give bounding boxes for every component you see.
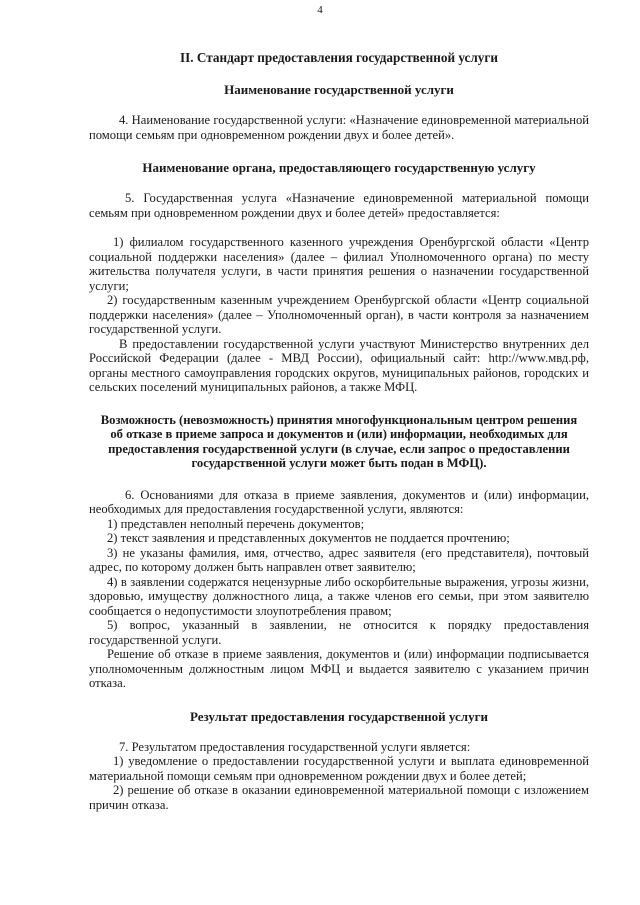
paragraph-6: 6. Основаниями для отказа в приеме заявления, документов и (или) информации, необходимых для предоставления государственной услуги, являются:	[89, 487, 589, 516]
paragraph-5-item-1: 1) филиалом государственного казенного учреждения Оренбургской области «Центр социальной поддержки населения» (далее – филиал Уполномоченного органа) по месту жительства получателя услуги, в части принятия решения о назначении государственной услуги;	[89, 235, 589, 293]
paragraph-6-item-1: 1) представлен неполный перечень документов;	[107, 516, 365, 531]
paragraph-7-item-1: 1) уведомление о предоставлении государственной услуги и выплата единовременной материальной помощи семьям при одновременном рождении двух и более детей;	[89, 754, 589, 783]
paragraph-7-item-2: 2) решение об отказе в оказании единовременной материальной помощи с изложением причин отказа.	[89, 783, 589, 812]
section-title: II. Стандарт предоставления государственной услуги	[180, 50, 498, 65]
paragraph-6-item-4: 4) в заявлении содержатся нецензурные либо оскорбительные выражения, угрозы жизни, здоровью, имуществу должностного лица, а также членов его семьи, при этом заявителю сообщается о недопустимости злоупотребления правом;	[89, 574, 589, 618]
heading-service-result: Результат предоставления государственной услуги	[190, 708, 488, 724]
paragraph-7: 7. Результатом предоставления государственной услуги является:	[119, 739, 471, 754]
paragraph-4: 4. Наименование государственной услуги: «Назначение единовременной материальной помощи семьям при одновременном рождении двух и более детей».	[89, 113, 589, 142]
heading-service-name: Наименование государственной услуги	[224, 82, 454, 97]
document-body	[89, 50, 589, 812]
paragraph-6-item-3: 3) не указаны фамилия, имя, отчество, адрес заявителя (его представителя), почтовый адрес, по которому должен быть направлен ответ заявителю;	[89, 545, 589, 574]
paragraph-6-decision: Решение об отказе в приеме заявления, документов и (или) информации подписывается уполномоченным должностным лицом МФЦ и выдается заявителю с указанием причин отказа.	[89, 647, 589, 690]
paragraph-5-item-2: 2) государственным казенным учреждением Оренбургской области «Центр социальной поддержки населения» (далее – Уполномоченный орган), в части контроля за назначением государственной услуги.	[89, 293, 589, 336]
paragraph-6-item-2: 2) текст заявления и представленных документов не поддается прочтению;	[107, 531, 510, 545]
heading-mfc-refusal: Возможность (невозможность) принятия многофункциональным центром решения об отказе в приеме запроса и документов и (или) информации, необходимых для предоставления государственной услуги (в случае, если запрос о предоставлении государственной услуги может быть подан в МФЦ).	[100, 412, 578, 470]
page-number: 4	[317, 4, 323, 16]
paragraph-5: 5. Государственная услуга «Назначение единовременной материальной помощи семьям при одновременном рождении двух и более детей» предоставляется:	[89, 191, 589, 220]
paragraph-6-item-5: 5) вопрос, указанный в заявлении, не относится к порядку предоставления государственной услуги.	[89, 618, 589, 647]
paragraph-5-participants: В предоставлении государственной услуги участвуют Министерство внутренних дел Российской Федерации (далее - МВД России), официальный сайт: http://www.мвд.рф, органы местного самоуправления городских округов, муниципальных районов, городских и сельских поселений муниципальных районов, а также МФЦ.	[89, 336, 589, 394]
heading-providing-body: Наименование органа, предоставляющего государственную услугу	[142, 160, 536, 175]
